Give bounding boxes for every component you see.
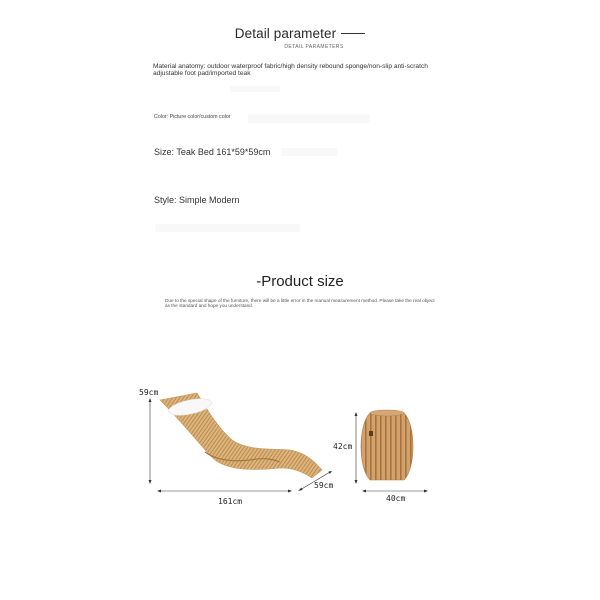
stool-height-label: 42cm	[333, 442, 353, 451]
lounger-length-label: 161cm	[218, 497, 243, 506]
size-text: Size: Teak Bed 161*59*59cm	[154, 147, 271, 157]
material-text: Material anatomy: outdoor waterproof fabric/high density rebound sponge/non-slip anti-scratch adjustable foot pad/imported teak	[153, 63, 428, 78]
section-subtitle: DETAIL PARAMETERS	[284, 44, 344, 50]
lounger-depth-label: 59cm	[314, 481, 334, 490]
style-text: Style: Simple Modern	[154, 195, 240, 205]
color-text: Color: Picture color/custom color	[154, 114, 231, 120]
stool-width-label: 40cm	[386, 494, 406, 503]
section-title-text: Detail parameter	[234, 26, 337, 41]
product-size-title: -Product size	[256, 273, 344, 290]
lounger-height-label: 59cm	[139, 388, 159, 397]
measurement-note: Due to the special shape of the furniture, there will be a little error in the manual measurement method. Please take the real object as the standard and hope you understand.	[165, 298, 435, 309]
